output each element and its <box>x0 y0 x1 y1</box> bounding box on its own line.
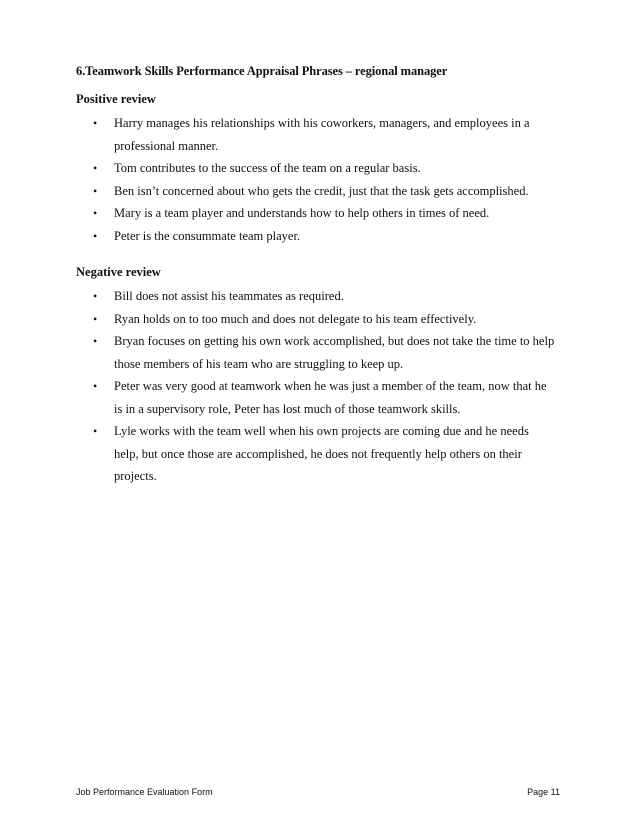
bullet-icon: • <box>93 311 98 326</box>
list-item-text: Mary is a team player and understands how to help others in times of need. <box>114 206 490 220</box>
list-item-text: Peter was very good at teamwork when he was just a member of the team, now that he is in a supervisory role, Peter has lost much of those teamwork skills. <box>114 379 547 416</box>
list-item-text: Bryan focuses on getting his own work accomplished, but does not take the time to help those members of his team who are struggling to keep up. <box>114 334 555 371</box>
list-item-text: Ryan holds on to too much and does not delegate to his team effectively. <box>114 311 477 326</box>
section-heading: 6.Teamwork Skills Performance Appraisal Phrases – regional manager <box>76 64 448 78</box>
bullet-icon: • <box>93 334 98 348</box>
bullet-icon: • <box>93 183 98 198</box>
bullet-icon: • <box>93 228 98 243</box>
list-item <box>76 202 556 225</box>
negative-review-list <box>76 285 556 488</box>
list-item <box>76 375 556 420</box>
bullet-icon: • <box>93 206 98 220</box>
list-item <box>76 112 556 157</box>
list-item <box>76 330 556 375</box>
footer-page-number: Page 11 <box>527 787 560 797</box>
bullet-icon: • <box>93 379 98 393</box>
list-item <box>76 308 556 331</box>
list-item-text: Tom contributes to the success of the team on a regular basis. <box>114 161 421 175</box>
list-item <box>76 157 556 180</box>
negative-review-title: Negative review <box>76 265 161 279</box>
list-item <box>76 420 556 488</box>
positive-review-title: Positive review <box>76 92 156 106</box>
bullet-icon: • <box>93 289 98 303</box>
bullet-icon: • <box>93 116 98 130</box>
list-item <box>76 180 556 203</box>
list-item-text: Harry manages his relationships with his coworkers, managers, and employees in a professional manner. <box>114 116 530 153</box>
list-item <box>76 285 556 308</box>
positive-review-list <box>76 112 556 247</box>
footer-document-title: Job Performance Evaluation Form <box>76 787 213 797</box>
list-item-text: Lyle works with the team well when his own projects are coming due and he needs help, but once those are accomplished, he does not frequently help others on their projects. <box>114 424 529 483</box>
bullet-icon: • <box>93 424 98 438</box>
bullet-icon: • <box>93 161 98 175</box>
list-item-text: Peter is the consummate team player. <box>114 228 301 243</box>
list-item-text: Bill does not assist his teammates as required. <box>114 289 344 303</box>
list-item <box>76 225 556 248</box>
list-item-text: Ben isn’t concerned about who gets the credit, just that the task gets accomplished. <box>114 183 529 198</box>
